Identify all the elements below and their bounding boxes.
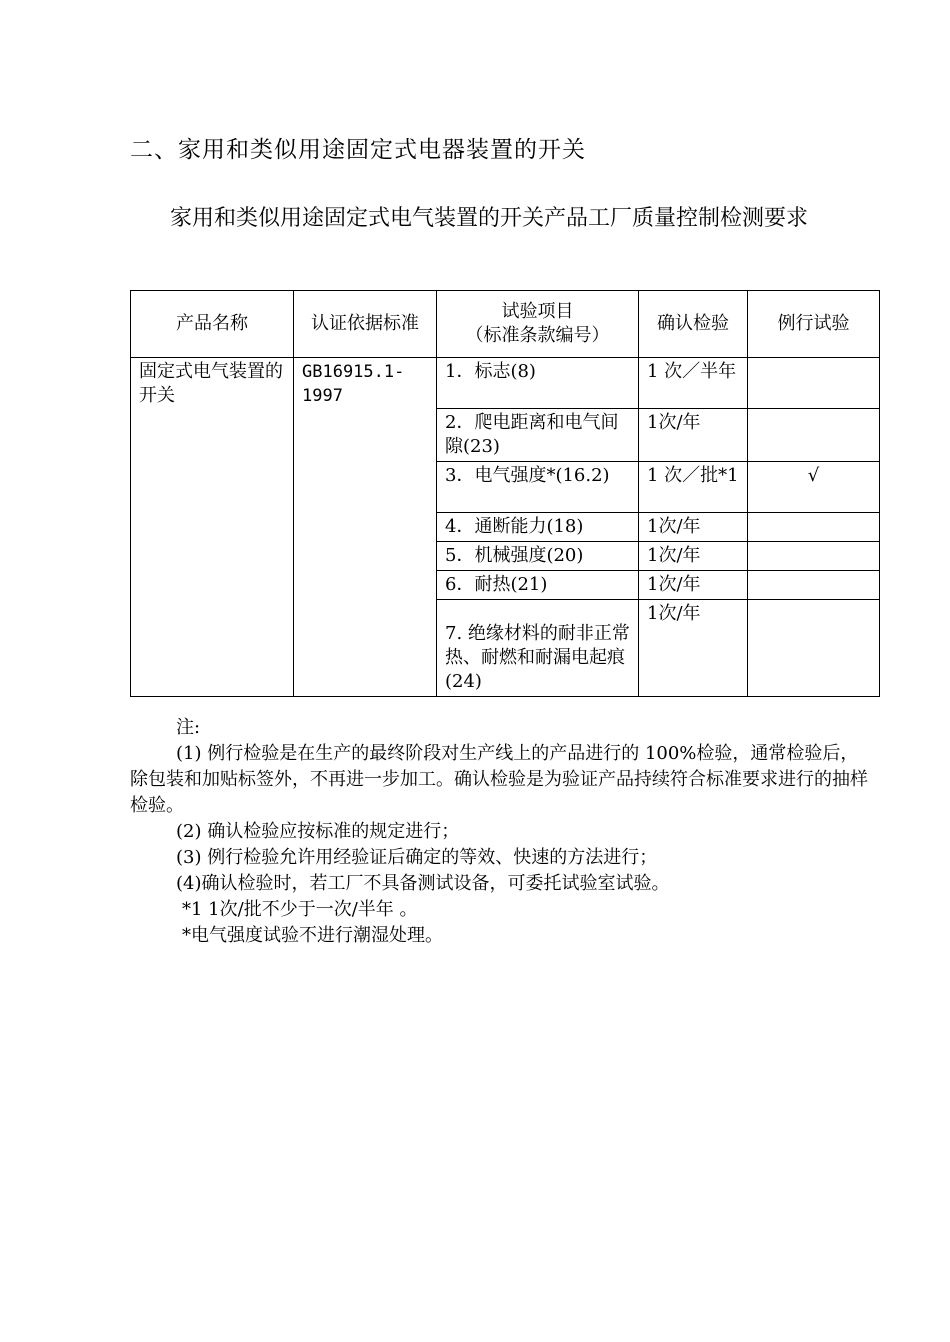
test-item-cell: 3．电气强度*(16.2) [437, 462, 639, 513]
routine-cell [748, 600, 880, 697]
section-heading: 二、家用和类似用途固定式电器装置的开关 [130, 137, 586, 163]
confirm-cell: 1次/年 [639, 542, 748, 571]
note-3: (3) 例行检验允许用经验证后确定的等效、快速的方法进行； [176, 847, 658, 868]
test-item-cell: 6．耐热(21) [437, 571, 639, 600]
test-item-cell: 4．通断能力(18) [437, 513, 639, 542]
qc-requirements-table [130, 290, 880, 697]
routine-cell: √ [748, 462, 880, 513]
confirm-cell: 1次/年 [639, 409, 748, 462]
confirm-cell: 1次/年 [639, 600, 748, 697]
header-test-item [437, 291, 639, 358]
note-4: (4)确认检验时，若工厂不具备测试设备，可委托试验室试验。 [176, 873, 670, 894]
header-confirm: 确认检验 [639, 291, 748, 358]
routine-cell [748, 358, 880, 409]
header-standard: 认证依据标准 [294, 291, 437, 358]
table-row [131, 358, 880, 409]
header-routine: 例行试验 [748, 291, 880, 358]
routine-cell [748, 409, 880, 462]
product-name-cell: 固定式电气装置的开关 [131, 358, 294, 697]
note-1: (1) 例行检验是在生产的最终阶段对生产线上的产品进行的 100%检验，通常检验后，除包装和加贴标签外，不再进一步加工。确认检验是为验证产品持续符合标准要求进行的抽样检验。 [130, 743, 868, 816]
confirm-cell: 1 次／半年 [639, 358, 748, 409]
standard-cell: GB16915.1-1997 [294, 358, 437, 697]
header-product-name: 产品名称 [131, 291, 294, 358]
table-header-row [131, 291, 880, 358]
header-test-item-label: 试验项目 [501, 301, 574, 322]
routine-cell [748, 513, 880, 542]
test-item-cell: 5．机械强度(20) [437, 542, 639, 571]
notes-section [130, 715, 870, 949]
routine-cell [748, 542, 880, 571]
table-title: 家用和类似用途固定式电气装置的开关产品工厂质量控制检测要求 [169, 206, 808, 231]
test-item-cell: 7. 绝缘材料的耐非正常热、耐燃和耐漏电起痕 (24) [437, 600, 639, 697]
confirm-cell: 1次/年 [639, 571, 748, 600]
confirm-cell: 1次/年 [639, 513, 748, 542]
test-item-cell: 1．标志(8) [437, 358, 639, 409]
test-item-cell: 2．爬电距离和电气间隙(23) [437, 409, 639, 462]
routine-cell [748, 571, 880, 600]
notes-label: 注: [176, 717, 201, 738]
confirm-cell: 1 次／批*1 [639, 462, 748, 513]
note-2: (2) 确认检验应按标准的规定进行； [176, 821, 460, 842]
note-6: *电气强度试验不进行潮湿处理。 [182, 925, 443, 946]
note-5: *1 1次/批不少于一次/半年 。 [182, 899, 418, 920]
header-test-item-sub: （标准条款编号） [465, 325, 610, 346]
